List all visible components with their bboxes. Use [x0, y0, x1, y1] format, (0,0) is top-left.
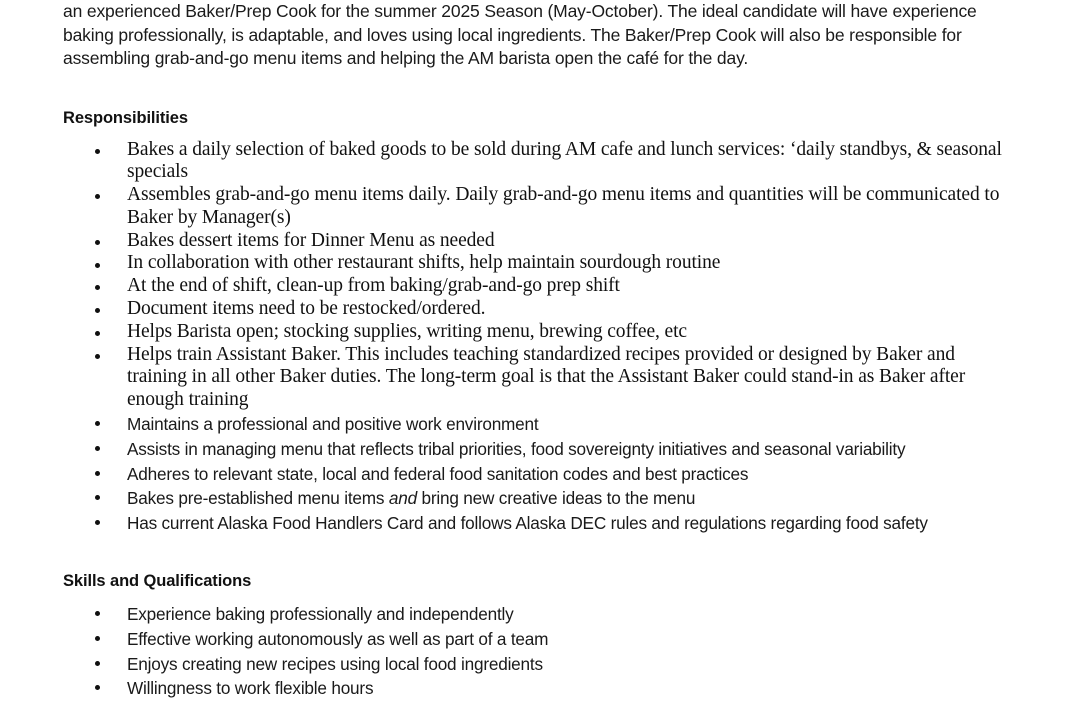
bullet-dot-icon — [95, 636, 100, 641]
bullet-dot-icon — [95, 285, 100, 290]
list-item-line: Enjoys creating new recipes using local food ingredients — [127, 653, 543, 674]
list-item — [63, 275, 1017, 298]
bullet-dot-icon — [95, 471, 100, 476]
bullet-dot-icon — [95, 263, 100, 268]
list-item-line: Effective working autonomously as well as part of a team — [127, 628, 549, 649]
list-item-line: Maintains a professional and positive work environment — [127, 414, 539, 435]
list-item-line: enough training — [127, 389, 249, 411]
list-item-line: specials — [127, 161, 188, 183]
bullet-dot-icon — [95, 446, 100, 451]
list-item — [63, 344, 1017, 412]
bullet-dot-icon — [95, 421, 100, 426]
list-item — [63, 412, 1017, 437]
list-item-text-before-italic: Bakes pre-established menu items — [127, 488, 389, 509]
skills-list — [63, 602, 1017, 701]
bullet-dot-icon — [95, 149, 100, 154]
bullet-dot-icon — [95, 495, 100, 500]
list-item — [63, 252, 1017, 275]
intro-paragraph — [63, 0, 1018, 71]
list-item — [63, 602, 1017, 627]
bullet-dot-icon — [95, 520, 100, 525]
bullet-dot-icon — [95, 194, 100, 199]
list-item — [63, 184, 1017, 230]
spacer — [63, 128, 1017, 139]
section-heading-responsibilities: Responsibilities — [63, 108, 188, 127]
list-item — [63, 511, 1017, 536]
list-item-line: Assists in managing menu that reflects tribal priorities, food sovereignty initiatives and seasonal variability — [127, 438, 906, 459]
list-item-italic-word: and — [388, 488, 417, 509]
intro-line-2: baking professionally, is adaptable, and loves using local ingredients. The Baker/Prep Cook will also be responsible for — [63, 24, 962, 45]
list-item-line: Baker by Manager(s) — [127, 206, 291, 228]
list-item — [63, 462, 1017, 487]
list-item — [63, 437, 1017, 462]
list-item-line: Adheres to relevant state, local and federal food sanitation codes and best practices — [127, 463, 749, 484]
intro-line-1: an experienced Baker/Prep Cook for the summer 2025 Season (May-October). The ideal candidate will have experience — [63, 1, 977, 21]
responsibilities-list — [63, 139, 1017, 537]
list-item-line: training in all other Baker duties. The long-term goal is that the Assistant Baker could stand-in as Baker after — [127, 366, 966, 388]
bullet-dot-icon — [95, 685, 100, 690]
list-item-line: Assembles grab-and-go menu items daily. Daily grab-and-go menu items and quantities will be communicated to — [127, 184, 1000, 206]
list-item — [63, 627, 1017, 652]
list-item-line: At the end of shift, clean-up from baking/grab-and-go prep shift — [127, 275, 620, 297]
list-item-line: Has current Alaska Food Handlers Card and follows Alaska DEC rules and regulations regarding food safety — [127, 513, 928, 534]
list-item — [63, 230, 1017, 253]
section-heading-skills-and-qualifications: Skills and Qualifications — [63, 572, 252, 591]
spacer — [63, 536, 1017, 572]
bullet-dot-icon — [95, 661, 100, 666]
list-item-line: Experience baking professionally and independently — [127, 604, 514, 625]
bullet-dot-icon — [95, 611, 100, 616]
list-item — [63, 486, 1017, 511]
bullet-dot-icon — [95, 240, 100, 245]
list-item-line: Bakes a daily selection of baked goods to be sold during AM cafe and lunch services: ‘daily standbys, & seasonal — [127, 138, 1002, 160]
intro-line-3: assembling grab-and-go menu items and helping the AM barista open the café for the day. — [63, 48, 749, 68]
list-item-line: Helps Barista open; stocking supplies, writing menu, brewing coffee, etc — [127, 320, 687, 342]
list-item-line: Willingness to work flexible hours — [127, 678, 374, 699]
bullet-dot-icon — [95, 354, 100, 359]
list-item-line: Document items need to be restocked/ordered. — [127, 298, 486, 320]
list-item — [63, 298, 1017, 321]
bullet-dot-icon — [95, 331, 100, 336]
list-item — [63, 652, 1017, 677]
list-item — [63, 676, 1017, 701]
list-item-text-after-italic: bring new creative ideas to the menu — [416, 488, 696, 509]
list-item-line: Bakes dessert items for Dinner Menu as needed — [127, 229, 495, 251]
list-item-line-italic-compound — [127, 486, 1017, 511]
list-item-line: In collaboration with other restaurant shifts, help maintain sourdough routine — [127, 252, 721, 274]
list-item — [63, 321, 1017, 344]
spacer — [63, 591, 1017, 602]
list-item — [63, 139, 1017, 185]
list-item-line: Helps train Assistant Baker. This includes teaching standardized recipes provided or designed by Baker and — [127, 343, 955, 365]
bullet-dot-icon — [95, 308, 100, 313]
